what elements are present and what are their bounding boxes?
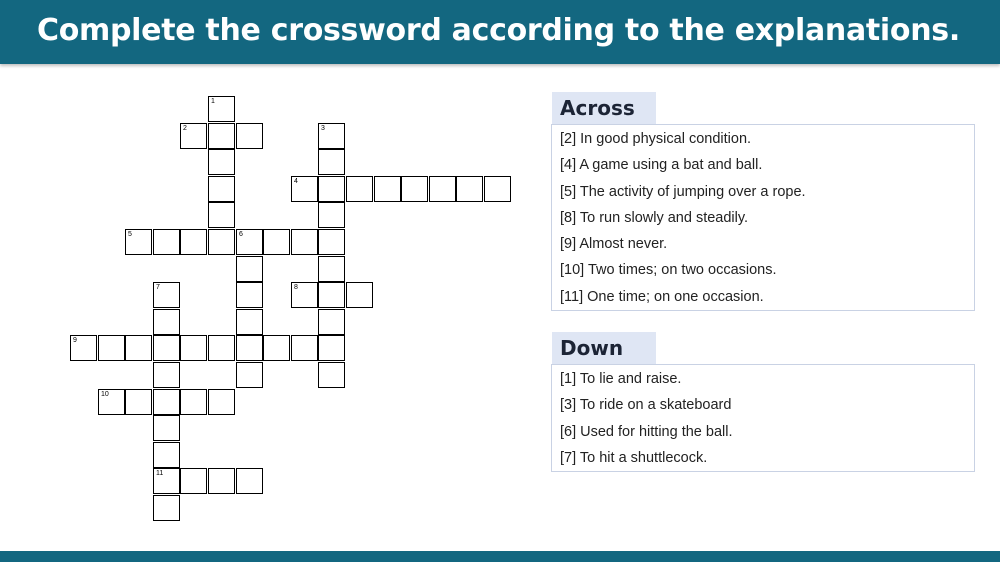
- across-clue-4: [4] A game using a bat and ball.: [560, 157, 763, 174]
- crossword-cell[interactable]: [429, 176, 456, 202]
- clue-number-3: 3: [321, 125, 325, 132]
- crossword-cell[interactable]: [180, 389, 207, 415]
- clue-number-11: 11: [156, 470, 164, 477]
- crossword-cell[interactable]: [456, 176, 483, 202]
- crossword-cell[interactable]: [236, 309, 263, 335]
- crossword-cell[interactable]: [236, 229, 263, 255]
- crossword-cell[interactable]: [346, 176, 373, 202]
- clue-number-8: 8: [294, 284, 298, 291]
- crossword-cell[interactable]: [153, 468, 180, 494]
- down-clue-list: [551, 364, 975, 472]
- crossword-cell[interactable]: [318, 362, 345, 388]
- across-clue-10: [10] Two times; on two occasions.: [560, 262, 777, 279]
- crossword-cell[interactable]: [318, 149, 345, 175]
- crossword-cell[interactable]: [318, 229, 345, 255]
- clue-number-6: 6: [239, 231, 243, 238]
- crossword-cell[interactable]: [153, 389, 180, 415]
- crossword-cell[interactable]: [180, 468, 207, 494]
- crossword-cell[interactable]: [208, 202, 235, 228]
- crossword-cell[interactable]: [180, 335, 207, 361]
- down-heading: Down: [552, 332, 656, 364]
- crossword-cell[interactable]: [291, 282, 318, 308]
- crossword-cell[interactable]: [484, 176, 511, 202]
- across-clue-11: [11] One time; on one occasion.: [560, 288, 764, 305]
- crossword-cell[interactable]: [153, 229, 180, 255]
- crossword-cell[interactable]: [125, 335, 152, 361]
- across-clue-8: [8] To run slowly and steadily.: [560, 209, 749, 226]
- crossword-cell[interactable]: [208, 176, 235, 202]
- across-clue-list: [551, 124, 975, 311]
- crossword-cell[interactable]: [98, 389, 125, 415]
- crossword-cell[interactable]: [318, 123, 345, 149]
- across-clue-2: [2] In good physical condition.: [560, 131, 752, 147]
- clue-number-4: 4: [294, 178, 298, 185]
- crossword-cell[interactable]: [153, 335, 180, 361]
- down-clue-7: [7] To hit a shuttlecock.: [560, 449, 708, 466]
- across-clue-9: [9] Almost never.: [560, 236, 668, 253]
- crossword-cell[interactable]: [208, 468, 235, 494]
- crossword-cell[interactable]: [236, 282, 263, 308]
- down-clue-1: [1] To lie and raise.: [560, 371, 682, 387]
- crossword-cell[interactable]: [236, 256, 263, 282]
- clue-number-2: 2: [183, 125, 187, 132]
- clue-number-7: 7: [156, 284, 160, 291]
- crossword-cell[interactable]: [318, 176, 345, 202]
- crossword-cell[interactable]: [153, 362, 180, 388]
- crossword-cell[interactable]: [98, 335, 125, 361]
- crossword-cell[interactable]: [291, 229, 318, 255]
- crossword-cell[interactable]: [346, 282, 373, 308]
- crossword-cell[interactable]: [374, 176, 401, 202]
- crossword-cell[interactable]: [208, 123, 235, 149]
- clue-number-1: 1: [211, 98, 215, 105]
- down-clue-3: [3] To ride on a skateboard: [560, 397, 732, 414]
- clue-number-5: 5: [128, 231, 132, 238]
- crossword-cell[interactable]: [236, 362, 263, 388]
- clue-number-9: 9: [73, 337, 77, 344]
- crossword-cell[interactable]: [263, 335, 290, 361]
- crossword-cell[interactable]: [153, 415, 180, 441]
- crossword-cell[interactable]: [318, 282, 345, 308]
- crossword-cell[interactable]: [180, 123, 207, 149]
- crossword-cell[interactable]: [263, 229, 290, 255]
- crossword-cell[interactable]: [318, 256, 345, 282]
- crossword-cell[interactable]: [153, 282, 180, 308]
- title-bar: [0, 0, 1000, 64]
- crossword-grid: [70, 96, 514, 524]
- crossword-cell[interactable]: [318, 335, 345, 361]
- crossword-cell[interactable]: [236, 335, 263, 361]
- crossword-cell[interactable]: [180, 229, 207, 255]
- crossword-cell[interactable]: [125, 229, 152, 255]
- crossword-cell[interactable]: [153, 495, 180, 521]
- crossword-cell[interactable]: [153, 309, 180, 335]
- crossword-cell[interactable]: [236, 468, 263, 494]
- crossword-cell[interactable]: [318, 202, 345, 228]
- across-clue-5: [5] The activity of jumping over a rope.: [560, 183, 806, 200]
- crossword-cell[interactable]: [208, 335, 235, 361]
- crossword-cell[interactable]: [208, 389, 235, 415]
- down-clue-6: [6] Used for hitting the ball.: [560, 423, 733, 440]
- crossword-cell[interactable]: [208, 149, 235, 175]
- crossword-cell[interactable]: [208, 229, 235, 255]
- crossword-cell[interactable]: [70, 335, 97, 361]
- crossword-cell[interactable]: [318, 309, 345, 335]
- clue-number-10: 10: [101, 391, 109, 398]
- crossword-cell[interactable]: [236, 123, 263, 149]
- footer-bar: [0, 551, 1000, 562]
- crossword-cell[interactable]: [208, 96, 235, 122]
- crossword-cell[interactable]: [153, 442, 180, 468]
- crossword-cell[interactable]: [291, 335, 318, 361]
- crossword-cell[interactable]: [125, 389, 152, 415]
- crossword-cell[interactable]: [401, 176, 428, 202]
- across-heading: Across: [552, 92, 656, 124]
- crossword-cell[interactable]: [291, 176, 318, 202]
- page-title: Complete the crossword according to the explanations.: [37, 13, 960, 48]
